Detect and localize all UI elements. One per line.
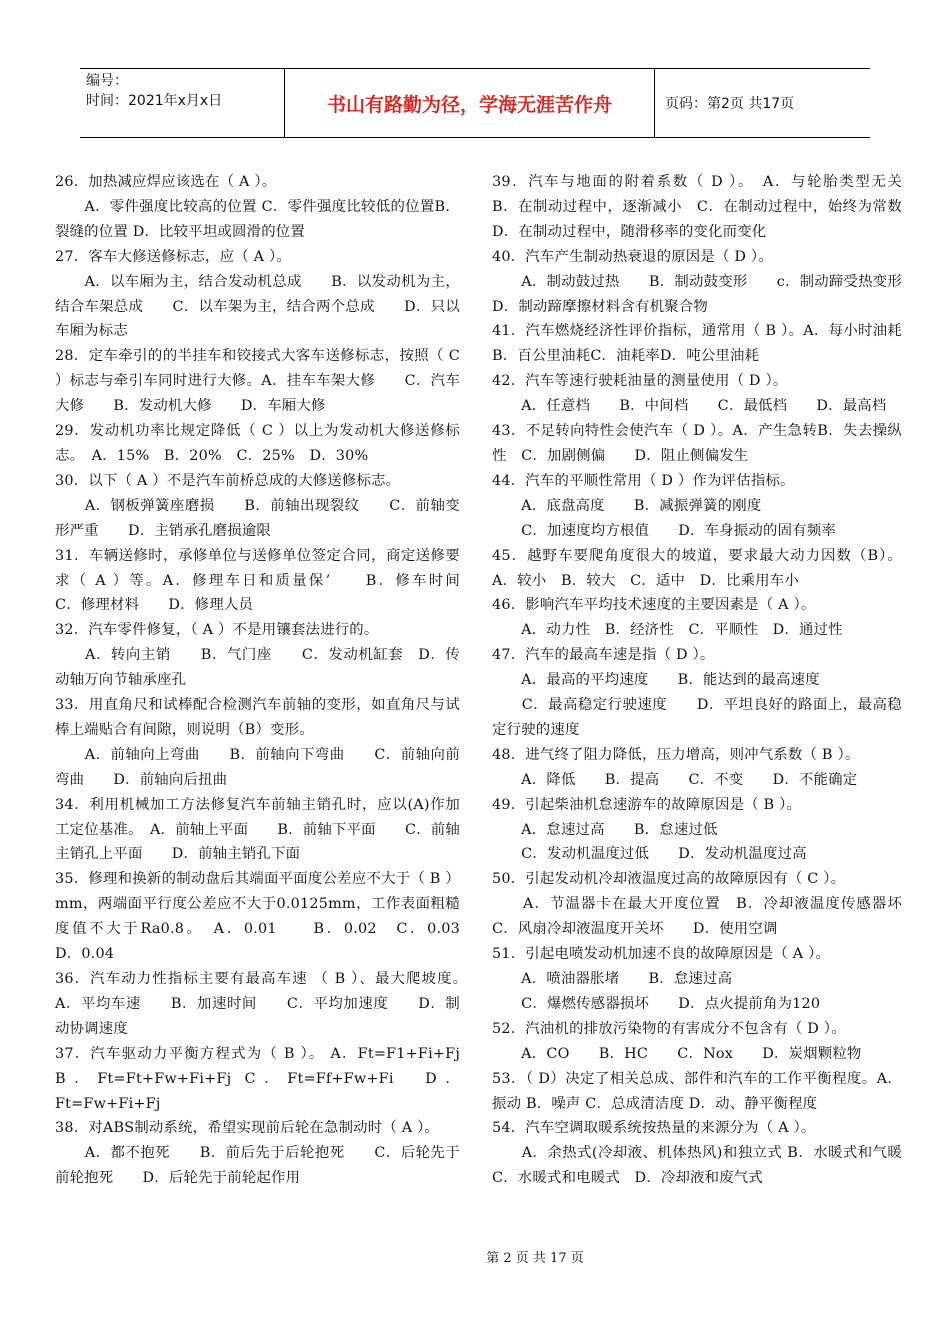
question-paragraph: A．降低 B．提高 C．不变 D．不能确定: [492, 771, 858, 788]
question-paragraph: 43．不足转向特性会使汽车（ D ）。A．产生急转B．失去操纵性 C．加剧侧偏 D．阻止侧偏发生: [492, 423, 902, 464]
question-paragraph: 45．越野车要爬角度很大的坡道，要求最大动力因数（B）。A．较小 B．较大 C．适中 D．比乘用车小: [492, 547, 902, 589]
question-paragraph: A．前轴向上弯曲 B．前轴向下弯曲 C．前轴向前弯曲 D．前轴向后扭曲: [55, 746, 460, 788]
question-paragraph: A．最高的平均速度 B．能达到的最高速度: [492, 672, 820, 689]
left-question-column: [55, 170, 490, 1191]
question-paragraph: 51．引起电喷发动机加速不良的故障原因是（ A ）。: [492, 946, 831, 963]
question-paragraph: A．转向主销 B．气门座 C．发动机缸套 D．传动轴万向节轴承座孔: [55, 647, 460, 689]
question-paragraph: 26．加热减应焊应该选在（ A ）。: [55, 174, 277, 190]
question-paragraph: A．以车厢为主，结合发动机总成 B．以发动机为主，结合车架总成 C．以车架为主，结合两个总成 D．只以车厢为标志: [55, 273, 460, 340]
question-paragraph: 29．发动机功率比规定降低（ C ）以上为发动机大修送修标志。 A．15% B．20% C．25% D．30%: [55, 423, 460, 464]
question-paragraph: A．怠速过高 B．怠速过低: [492, 821, 718, 838]
question-paragraph: C．爆燃传感器损坏 D．点火提前角为120: [492, 995, 821, 1012]
question-paragraph: 52．汽油机的排放污染物的有害成分不包含有（ D ）。: [492, 1020, 846, 1037]
header-meta: [80, 69, 285, 137]
question-paragraph: A．任意档 B．中间档 C．最低档 D．最高档: [492, 398, 887, 415]
question-paragraph: 32．汽车零件修复，（ A ）不是用镶套法进行的。: [55, 622, 379, 639]
question-paragraph: 48．进气终了阻力降低，压力增高，则冲气系数（ B ）。: [492, 746, 860, 763]
right-question-column: [492, 170, 917, 1191]
page-header: [80, 68, 870, 138]
question-paragraph: 27．客车大修送修标志，应（ A ）。: [55, 248, 291, 265]
question-paragraph: 39．汽车与地面的附着系数（ D ）。 A．与轮胎类型无关 B．在制动过程中，逐渐减小 C．在制动过程中，始终为常数 D．在制动过程中，随滑移率的变化而变化: [492, 174, 917, 240]
question-paragraph: A．制动鼓过热 B．制动鼓变形 c．制动蹄受热变形 D．制动蹄摩擦材料含有机聚合物: [492, 273, 917, 315]
question-paragraph: 38．对ABS制动系统，希望实现前后轮在急制动时（ A ）。: [55, 1120, 440, 1137]
question-paragraph: 34．利用机械加工方法修复汽车前轴主销孔时，应以(A)作加工定位基准。 A．前轴上平面 B．前轴下平面 C．前轴主销孔上平面 D．前轴主销孔下面: [55, 796, 460, 863]
question-paragraph: 42．汽车等速行驶耗油量的测量使用（ D ）。: [492, 373, 788, 390]
question-paragraph: 36．汽车动力性指标主要有最高车速 （ B ）、最大爬坡度。 A．平均车速 B．加速时间 C．平均加速度 D．制动协调速度: [55, 971, 475, 1037]
header-motto: 书山有路勤为径，学海无涯苦作舟: [285, 69, 655, 137]
question-paragraph: 49．引起柴油机怠速游车的故障原因是（ B ）。: [492, 796, 802, 813]
question-paragraph: A．钢板弹簧座磨损 B．前轴出现裂纹 C．前轴变形严重 D．主销承孔磨损逾限: [55, 497, 460, 539]
question-paragraph: A．动力性 B．经济性 C．平顺性 D．通过性: [492, 622, 843, 639]
question-paragraph: A．都不抱死 B．前后先于后轮抱死 C．后轮先于前轮抱死 D．后轮先于前轮起作用: [55, 1145, 460, 1187]
question-paragraph: 35．修理和换新的制动盘后其端面平面度公差应不大于（ B ）mm，两端面平行度公差应不大于0.0125mm，工作表面粗糙度值不大于Ra0.8。 A．0.01 B．0.02 C．0.03 D．0.04: [55, 871, 490, 963]
question-paragraph: 47．汽车的最高车速是指（ D ）。: [492, 647, 715, 664]
question-paragraph: 33．用直角尺和试棒配合检测汽车前轴的变形，如直角尺与试棒上端贴合有间隙，则说明（B）变形。: [55, 697, 460, 738]
question-paragraph: 44．汽车的平顺性常用（ D ）作为评估指标。: [492, 472, 795, 489]
question-paragraph: A．CO B．HC C．Nox D．炭烟颗粒物: [492, 1045, 862, 1062]
question-paragraph: A．节温器卡在最大开度位置 B．冷却液温度传感器坏 C．风扇冷却液温度开关坏 D．使用空调: [492, 896, 917, 938]
question-paragraph: C．发动机温度过低 D．发动机温度过高: [492, 846, 807, 863]
question-paragraph: C．最高稳定行驶速度 D．平坦良好的路面上，最高稳定行驶的速度: [492, 697, 902, 738]
question-paragraph: 50．引起发动机冷却液温度过高的故障原因有（ C ）。: [492, 871, 846, 888]
question-paragraph: A．底盘高度 B．减振弹簧的刚度: [492, 497, 762, 514]
question-paragraph: C．加速度均方根值 D．车身振动的固有频率: [492, 522, 836, 539]
question-paragraph: A．余热式(冷却液、机体热风)和独立式 B．水暖式和气暖C．水暖式和电暖式 D．冷却液和废气式: [492, 1145, 902, 1187]
question-paragraph: 40．汽车产生制动热衰退的原因是（ D ）。: [492, 248, 773, 265]
question-paragraph: 28．定车牵引的的半挂车和铰接式大客车送修标志，按照（ C ）标志与牵引车同时进行大修。A．挂车车架大修 C．汽车大修 B．发动机大修 D．车厢大修: [55, 348, 460, 415]
document-number-label: 编号：: [86, 73, 128, 89]
question-paragraph: 41．汽车燃烧经济性评价指标，通常用（ B ）。A．每小时油耗B．百公里油耗C．油耗率D．吨公里油耗: [492, 323, 902, 365]
question-paragraph: A．喷油器胀堵 B．怠速过高: [492, 971, 733, 987]
header-page-number: 页码：第2页 共17页: [665, 96, 795, 112]
question-paragraph: A．零件强度比较高的位置 C．零件强度比较低的位置B．裂缝的位置 D．比较平坦或圆滑的位置: [55, 198, 460, 240]
page-footer: 第 2 页 共 17 页: [486, 1251, 584, 1266]
question-paragraph: 53．（ D）决定了相关总成、部件和汽车的工作平衡程度。A．振动 B．噪声 C．总成清洁度 D．动、静平衡程度: [492, 1070, 902, 1112]
question-paragraph: 54．汽车空调取暖系统按热量的来源分为（ A ）。: [492, 1120, 816, 1137]
question-paragraph: 31．车辆送修时，承修单位与送修单位签定合同，商定送修要求（ A ）等。A．修理车日和质量保’ B．修车时间 C．修理材料 D．修理人员: [55, 547, 490, 614]
question-paragraph: 37．汽车驱动力平衡方程式为（ B ）。 A．Ft=F1+Fi+Fj B．Ft=Ft+Fw+Fi+Fj C．Ft=Ff+Fw+Fi D．Ft=Fw+Fi+Fj: [55, 1045, 475, 1112]
document-date-label: 时间：2021年x月x日: [86, 93, 223, 109]
question-paragraph: 30．以下（ A ）不是汽车前桥总成的大修送修标志。: [55, 472, 401, 489]
question-paragraph: 46．影响汽车平均技术速度的主要因素是（ A ）。: [492, 597, 816, 614]
